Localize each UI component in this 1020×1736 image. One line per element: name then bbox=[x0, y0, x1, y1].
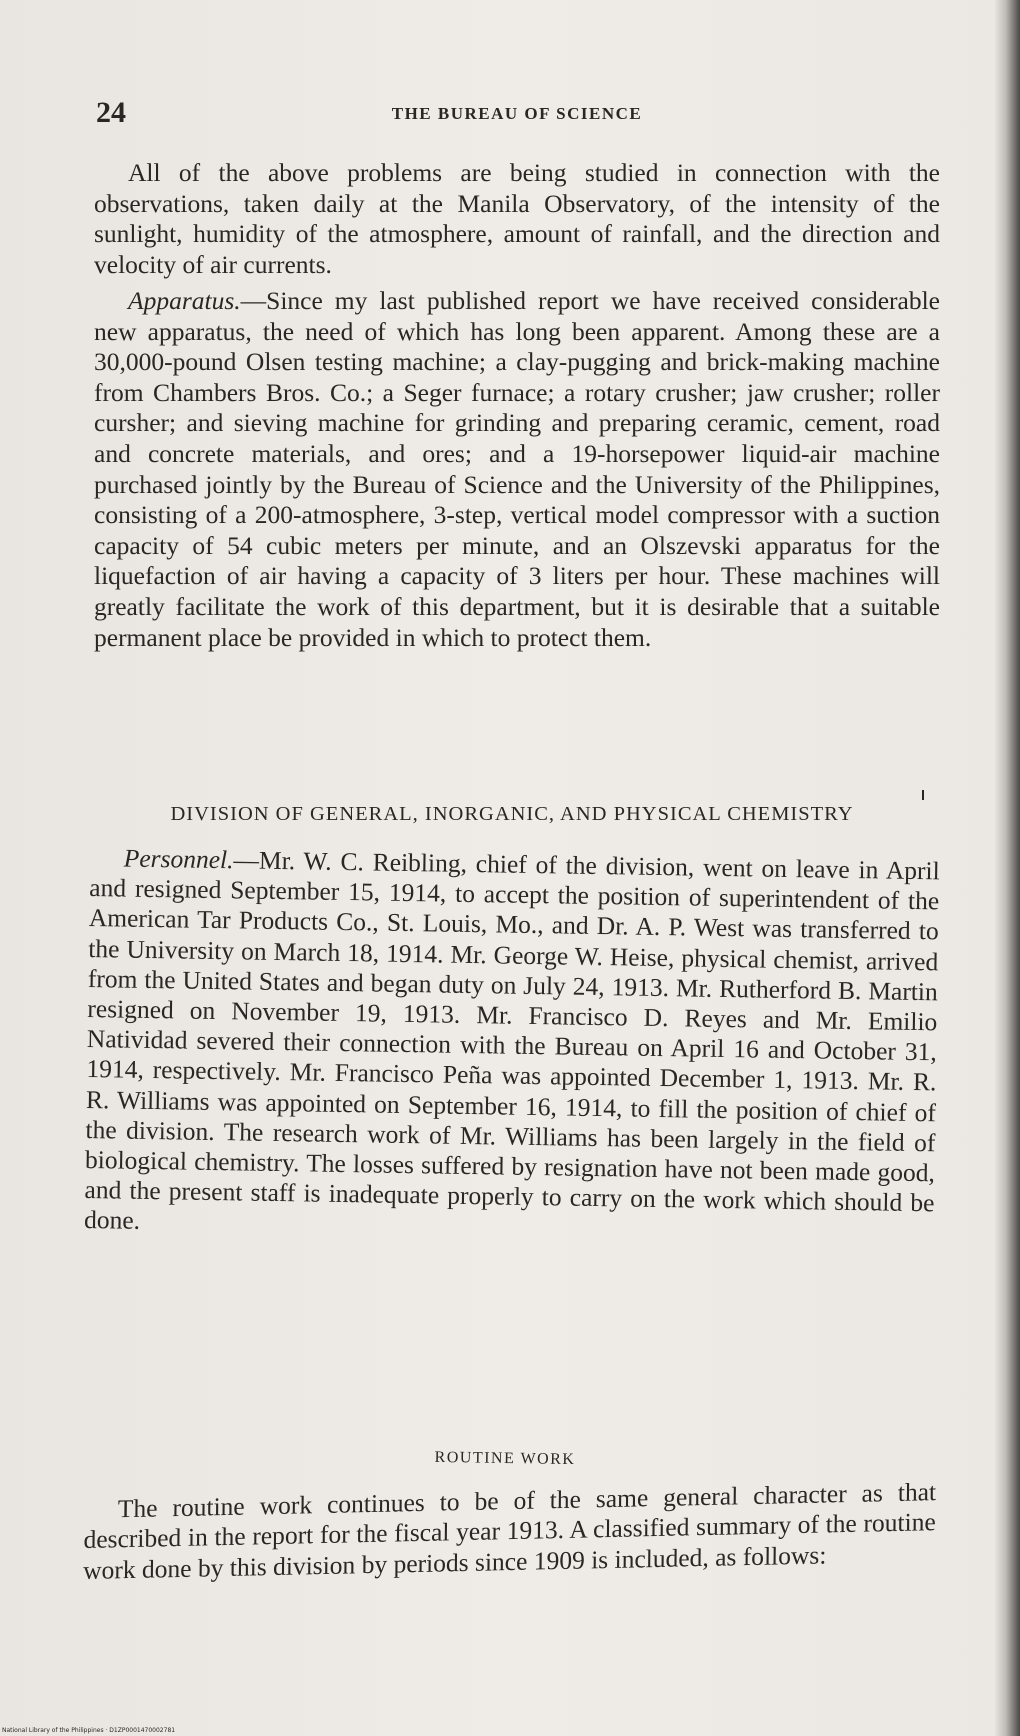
paragraph-body: —Mr. W. C. Reibling, chief of the division, went on leave in April and resigned September 15, 1914, to accept the position of superintendent of the American Tar Products Co., St. Louis, Mo., and Dr. A. P. West was transferred to the University on March 18, 1914. Mr. George W. Heise, physical chemist, arrived from the United States and began duty on July 24, 1913. Mr. Rutherford B. Martin resigned on November 19, 1913. Mr. Francisco D. Reyes and Mr. Emilio Natividad severed their connection with the Bureau on April 16 and October 31, 1914, respectively. Mr. Francisco Peña was appointed December 1, 1913. Mr. R. R. Williams was appointed on September 16, 1914, to fill the position of chief of the division. The research work of Mr. Williams has been largely in the field of biological chemistry. The losses suffered by resignation have not been made good, and the present staff is inadequate properly to carry on the work which should be done. bbox=[83, 845, 940, 1236]
paragraph-text: All of the above problems are being studied in connection with the observations, taken daily at the Manila Observatory, of the intensity of the sunlight, humidity of the atmosphere, amount of rainfall, and the direction and velocity of air currents. bbox=[94, 158, 940, 279]
page-edge-shadow bbox=[994, 0, 1020, 1736]
paragraph-lead-italic: Apparatus. bbox=[128, 286, 241, 315]
page-header bbox=[96, 96, 938, 136]
scan-speck bbox=[922, 790, 924, 800]
paragraph-text: The routine work continues to be of the same general character as that described in the report for the fiscal year 1913. A classified summary of the routine work done by this division by periods since 1909 is included, as follows: bbox=[83, 1477, 937, 1585]
paragraph-routine bbox=[83, 1477, 936, 1586]
paragraph-text bbox=[94, 286, 940, 653]
running-head: THE BUREAU OF SCIENCE bbox=[391, 104, 643, 123]
page-number: 24 bbox=[96, 96, 126, 129]
paragraph-body: —Since my last published report we have received considerable new apparatus, the need of which has long been apparent. Among these are a 30,000-pound Olsen testing machine; a clay-pugging and brick-making machine from Chambers Bros. Co.; a Seger furnace; a rotary crusher; jaw crusher; roller cursher; and sieving machine for grinding and preparing ceramic, cement, road and concrete materials, and ores; and a 19-horsepower liquid-air machine purchased jointly by the Bureau of Science and the University of the Philippines, consisting of a 200-atmosphere, 3-step, vertical model compressor with a suction capacity of 54 cubic meters per minute, and an Olszevski apparatus for the liquefaction of air having a capacity of 3 liters per hour. These machines will greatly facilitate the work of this department, but it is desirable that a suitable permanent place be provided in which to protect them. bbox=[94, 286, 940, 652]
section-heading-division: DIVISION OF GENERAL, INORGANIC, AND PHYSICAL CHEMISTRY bbox=[170, 803, 854, 825]
paragraph-personnel bbox=[84, 843, 940, 1249]
paragraph-observations bbox=[94, 158, 940, 280]
scan-credit-footer: National Library of the Philippines · D1ZP0001470002781 bbox=[2, 1727, 176, 1734]
paragraph-lead-italic: Personnel. bbox=[123, 843, 234, 875]
paragraph-text bbox=[84, 843, 940, 1249]
paragraph-apparatus bbox=[94, 286, 940, 653]
section-heading-routine-work: ROUTINE WORK bbox=[434, 1448, 576, 1469]
